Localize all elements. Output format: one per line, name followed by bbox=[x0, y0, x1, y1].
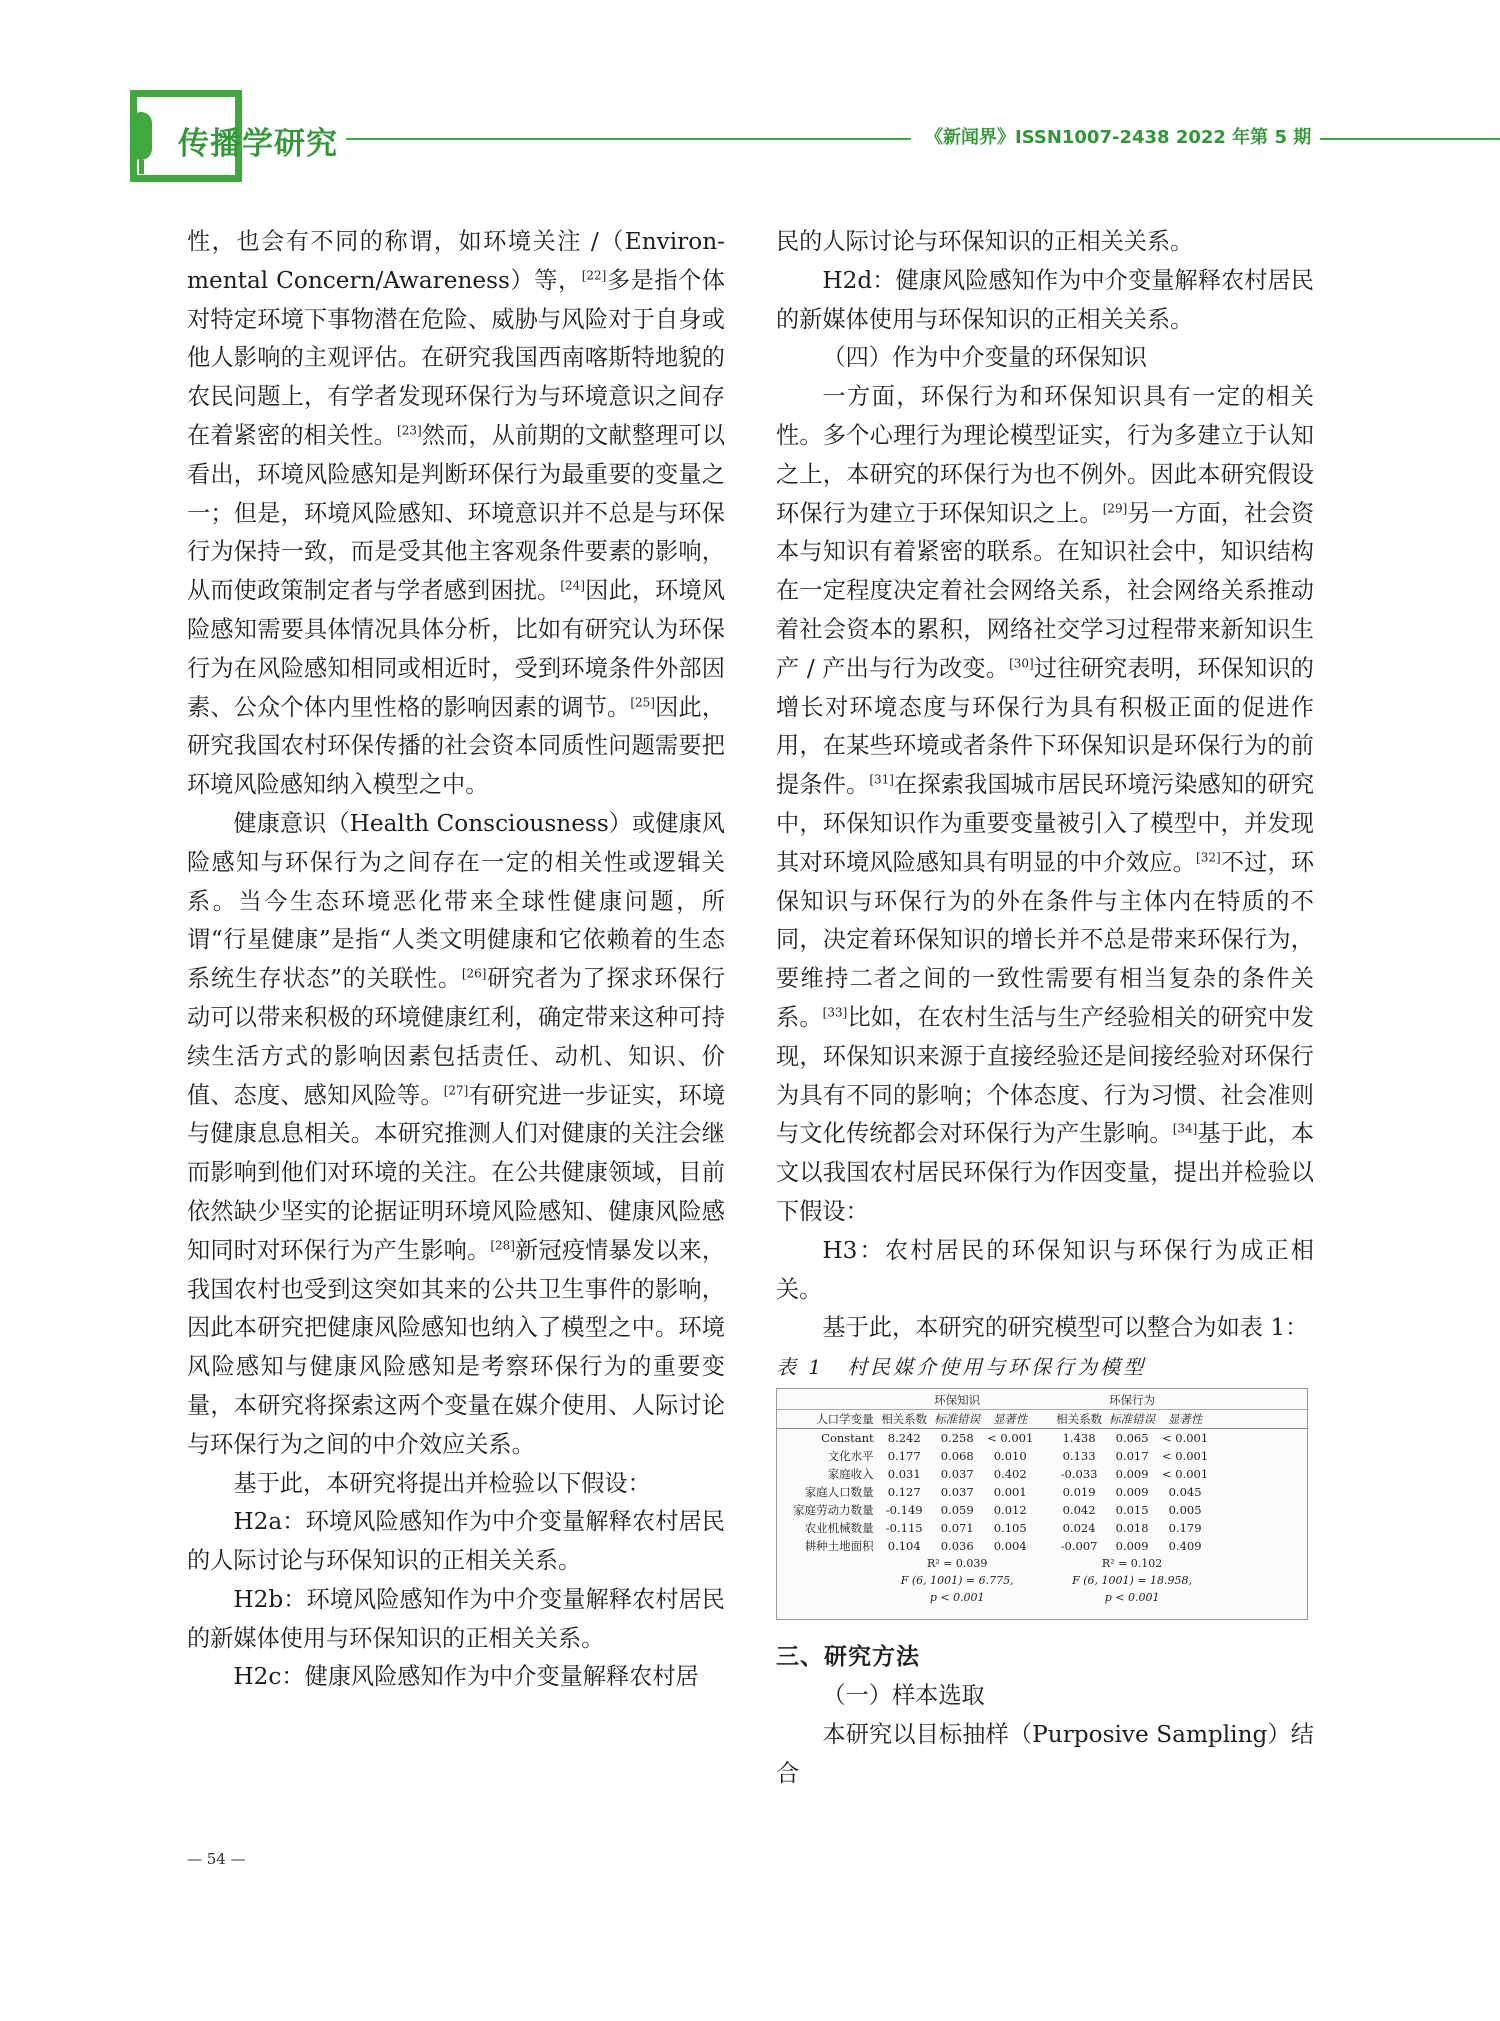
spacer bbox=[1037, 1519, 1053, 1537]
cell-coef: -0.033 bbox=[1060, 1467, 1098, 1482]
model-table bbox=[777, 1391, 1307, 1606]
cell-sig: 0.409 bbox=[1168, 1539, 1202, 1554]
header-rule bbox=[346, 138, 911, 140]
citation: [28] bbox=[490, 1237, 515, 1252]
cell-coef: 0.104 bbox=[887, 1539, 921, 1554]
citation: [30] bbox=[1009, 656, 1034, 671]
table-caption: 表 1 村民媒介使用与环保行为模型 bbox=[776, 1355, 1147, 1380]
paragraph bbox=[187, 223, 725, 805]
column-header: 相关系数 bbox=[878, 1410, 931, 1429]
cell-se: 0.068 bbox=[940, 1449, 974, 1464]
column-header: 显著性 bbox=[1159, 1410, 1212, 1429]
text-run: 然而，从前期的文献整理可以看出，环境风险感知是判断环保行为最重要的变量之一；但是，环境风险感知、环境意识并不总是与环保行为保持一致，而是受其他主客观条件要素的影响，从而使政策制定者与学者感到困扰。 bbox=[187, 421, 726, 605]
table-row bbox=[777, 1429, 1307, 1448]
column-header: 标准错误 bbox=[931, 1410, 984, 1429]
group-header: 环保知识 bbox=[878, 1391, 1037, 1410]
text-run: 因此，环境风险感知需要具体情况具体分析，比如有研究认为环保行为在风险感知相同或相近时，受到环境条件外部因素、公众个体内里性格的影响因素的调节。 bbox=[187, 577, 726, 721]
hypothesis-h2b: H2b：环境风险感知作为中介变量解释农村居民的新媒体使用与环保知识的正相关关系。 bbox=[187, 1585, 725, 1652]
cell-se: 0.071 bbox=[940, 1521, 974, 1536]
paragraph: 基于此，本研究的研究模型可以整合为如表 1： bbox=[822, 1314, 1309, 1342]
table-row bbox=[777, 1465, 1307, 1483]
cell-sig: 0.402 bbox=[993, 1467, 1027, 1482]
paragraph: 民的人际讨论与环保知识的正相关关系。 bbox=[776, 228, 1194, 255]
table-row bbox=[777, 1519, 1307, 1537]
text-run: 多是指个体对特定环境下事物潜在危险、威胁与风险对于自身或他人影响的主观评估。在研究我国西南喀斯特地貌的农民问题上，有学者发现环保行为与环境意识之间存在着紧密的相关性。 bbox=[187, 266, 725, 449]
header-rule bbox=[1320, 138, 1500, 140]
cell-coef: 0.133 bbox=[1062, 1449, 1096, 1464]
text-run: 健康意识（Health Consciousness）或健康风险感知与环保行为之间存在一定的相关性或逻辑关系。当今生态环境恶化带来全球性健康问题，所谓“行星健康”是指“人类文明健康和它依赖着的生态系统生存状态”的关联性。 bbox=[187, 809, 725, 993]
cell-coef: 1.438 bbox=[1062, 1431, 1096, 1446]
cell-sig: 0.001 bbox=[993, 1485, 1027, 1500]
table-fit-row bbox=[777, 1555, 1307, 1572]
citation: [22] bbox=[581, 268, 607, 283]
citation: [25] bbox=[630, 694, 655, 709]
cell-coef: 0.177 bbox=[887, 1449, 921, 1464]
text-run: 基于此，本文以我国农村居民环保行为作因变量，提出并检验以下假设： bbox=[776, 1120, 1315, 1225]
column-header: 显著性 bbox=[984, 1410, 1037, 1429]
paragraph bbox=[776, 378, 1314, 1232]
table-row bbox=[777, 1501, 1307, 1519]
spacer bbox=[1212, 1447, 1307, 1465]
cell-sig: 0.010 bbox=[993, 1449, 1027, 1464]
section-title: 传播学研究 bbox=[178, 126, 338, 162]
text-run: 在探索我国城市居民环境污染感知的研究中，环保知识作为重要变量被引入了模型中，并发现其对环境风险感知具有明显的中介效应。 bbox=[776, 771, 1315, 876]
citation: [32] bbox=[1196, 850, 1221, 865]
fit-stat: p < 0.001 bbox=[1104, 1591, 1160, 1605]
fit-stat: p < 0.001 bbox=[929, 1591, 985, 1605]
cell-se: 0.065 bbox=[1115, 1431, 1149, 1446]
spacer bbox=[1037, 1465, 1053, 1483]
fit-stat: F (6, 1001) = 18.958, bbox=[1072, 1574, 1193, 1588]
row-label: 家庭收入 bbox=[827, 1467, 874, 1482]
column-header: 相关系数 bbox=[1053, 1410, 1106, 1429]
citation: [23] bbox=[397, 423, 422, 438]
text-run: 一方面，环保行为和环保知识具有一定的相关性。多个心理行为理论模型证实，行为多建立于认知之上，本研究的环保行为也不例外。因此本研究假设环保行为建立于环保知识之上。 bbox=[776, 383, 1314, 527]
citation: [26] bbox=[461, 966, 487, 981]
table-header-row bbox=[777, 1410, 1307, 1429]
row-label: Constant bbox=[821, 1431, 874, 1446]
citation: [34] bbox=[1172, 1121, 1198, 1136]
spacer bbox=[1037, 1429, 1053, 1448]
text-run: 因此，研究我国农村环保传播的社会资本同质性问题需要把环境风险感知纳入模型之中。 bbox=[187, 693, 726, 799]
row-label: 家庭人口数量 bbox=[804, 1485, 874, 1500]
group-header: 环保行为 bbox=[1053, 1391, 1212, 1410]
hypothesis-h2c: H2c：健康风险感知作为中介变量解释农村居 bbox=[233, 1663, 699, 1691]
cell-se: 0.018 bbox=[1115, 1521, 1149, 1536]
spacer bbox=[1037, 1537, 1053, 1555]
cell-coef: -0.115 bbox=[885, 1521, 923, 1536]
row-label: 农业机械数量 bbox=[804, 1521, 874, 1536]
cell-se: 0.017 bbox=[1115, 1449, 1149, 1464]
journal-info: 《新闻界》ISSN1007-2438 2022 年第 5 期 bbox=[925, 127, 1312, 148]
cell-se: 0.036 bbox=[940, 1539, 974, 1554]
cell-coef: 0.024 bbox=[1062, 1521, 1096, 1536]
text-run: 研究者为了探求环保行动可以带来积极的环境健康红利，确定带来这种可持续生活方式的影响因素包括责任、动机、知识、价值、态度、感知风险等。 bbox=[187, 965, 725, 1109]
cell-se: 0.015 bbox=[1115, 1503, 1149, 1518]
text-run: 不过，环保知识与环保行为的外在条件与主体内在特质的不同，决定着环保知识的增长并不总是带来环保行为，要维持二者之间的一致性需要有相当复杂的条件关系。 bbox=[776, 848, 1315, 1031]
spacer bbox=[1212, 1501, 1307, 1519]
page-number: — 54 — bbox=[187, 1850, 246, 1868]
fit-stat: R² = 0.102 bbox=[1101, 1557, 1163, 1571]
table-group-row bbox=[777, 1391, 1307, 1410]
fit-stat: R² = 0.039 bbox=[926, 1557, 988, 1571]
table-row bbox=[777, 1537, 1307, 1555]
hypothesis-h2a: H2a：环境风险感知作为中介变量解释农村居民的人际讨论与环保知识的正相关关系。 bbox=[187, 1508, 725, 1575]
cell-se: 0.009 bbox=[1115, 1467, 1149, 1482]
citation: [24] bbox=[560, 578, 585, 593]
cell-sig: < 0.001 bbox=[1161, 1449, 1209, 1464]
column-header: 人口学变量 bbox=[777, 1410, 878, 1429]
citation: [29] bbox=[1102, 500, 1128, 515]
table-fit-row bbox=[777, 1589, 1307, 1606]
cell-se: 0.009 bbox=[1115, 1539, 1149, 1554]
cell-sig: 0.179 bbox=[1168, 1521, 1202, 1536]
spacer bbox=[1037, 1447, 1053, 1465]
subsection-heading: （一）样本选取 bbox=[822, 1681, 985, 1709]
citation: [31] bbox=[869, 772, 894, 787]
cell-coef: 0.019 bbox=[1062, 1485, 1096, 1500]
text-run: 比如，在农村生活与生产经验相关的研究中发现，环保知识来源于直接经验还是间接经验对环保行为具有不同的影响；个体态度、行为习惯、社会准则与文化传统都会对环保行为产生影响。 bbox=[776, 1003, 1315, 1148]
cell-sig: 0.012 bbox=[993, 1503, 1027, 1518]
microphone-icon bbox=[130, 112, 152, 160]
spacer bbox=[1037, 1483, 1053, 1501]
cell-coef: 0.127 bbox=[887, 1485, 921, 1500]
table-row bbox=[777, 1447, 1307, 1465]
cell-coef: -0.007 bbox=[1060, 1539, 1098, 1554]
paragraph: 本研究以目标抽样（Purposive Sampling）结合 bbox=[776, 1720, 1314, 1787]
left-column bbox=[187, 223, 725, 1697]
cell-sig: < 0.001 bbox=[1161, 1431, 1209, 1446]
text-run: 新冠疫情暴发以来，我国农村也受到这突如其来的公共卫生事件的影响，因此本研究把健康风险感知也纳入了模型之中。环境风险感知与健康风险感知是考察环保行为的重要变量，本研究将探索这两个变量在媒介使用、人际讨论与环保行为之间的中介效应关系。 bbox=[187, 1236, 726, 1458]
citation: [33] bbox=[822, 1005, 848, 1020]
row-label: 文化水平 bbox=[827, 1449, 874, 1464]
right-column bbox=[776, 223, 1314, 1793]
cell-sig: 0.005 bbox=[1168, 1503, 1202, 1518]
cell-sig: < 0.001 bbox=[1161, 1467, 1209, 1482]
cell-sig: 0.004 bbox=[993, 1539, 1027, 1554]
row-label: 耕种土地面积 bbox=[804, 1539, 874, 1554]
cell-coef: 0.031 bbox=[887, 1467, 921, 1482]
spacer bbox=[1212, 1519, 1307, 1537]
text-run: 性，也会有不同的称谓，如环境关注 /（Environ-mental Concern/Awareness）等， bbox=[187, 228, 725, 294]
table-row bbox=[777, 1483, 1307, 1501]
cell-se: 0.258 bbox=[940, 1431, 974, 1446]
spacer bbox=[1037, 1501, 1053, 1519]
text-run: 另一方面，社会资本与知识有着紧密的联系。在知识社会中，知识结构在一定程度决定着社会网络关系，社会网络关系推动着社会资本的累积，网络社交学习过程带来新知识生产 / 产出与行为改变。 bbox=[776, 499, 1315, 682]
table-fit-row bbox=[777, 1572, 1307, 1589]
citation: [27] bbox=[443, 1082, 469, 1097]
cell-sig: 0.105 bbox=[993, 1521, 1027, 1536]
row-label: 家庭劳动力数量 bbox=[793, 1503, 874, 1518]
paragraph: 基于此，本研究将提出并检验以下假设： bbox=[233, 1469, 651, 1497]
text-run: 过往研究表明，环保知识的增长对环境态度与环保行为具有积极正面的促进作用，在某些环境或者条件下环保知识是环保行为的前提条件。 bbox=[776, 654, 1314, 799]
cell-se: 0.037 bbox=[940, 1467, 974, 1482]
cell-sig: 0.045 bbox=[1168, 1485, 1202, 1500]
text-run: 有研究进一步证实，环境与健康息息相关。本研究推测人们对健康的关注会继而影响到他们对环境的关注。在公共健康领域，目前依然缺少坚实的论据证明环境风险感知、健康风险感知同时对环保行为产生影响。 bbox=[187, 1081, 726, 1264]
section-heading: 三、研究方法 bbox=[776, 1644, 920, 1671]
cell-coef: 0.042 bbox=[1062, 1503, 1096, 1518]
column-header: 标准错误 bbox=[1106, 1410, 1159, 1429]
cell-se: 0.059 bbox=[940, 1503, 974, 1518]
cell-se: 0.037 bbox=[940, 1485, 974, 1500]
spacer bbox=[1212, 1537, 1307, 1555]
cell-coef: -0.149 bbox=[885, 1503, 923, 1518]
microphone-stand-icon bbox=[139, 160, 144, 174]
table-image bbox=[776, 1388, 1308, 1620]
subsection-heading: （四）作为中介变量的环保知识 bbox=[822, 344, 1148, 372]
cell-se: 0.009 bbox=[1115, 1485, 1149, 1500]
paragraph bbox=[187, 805, 725, 1465]
cell-sig: < 0.001 bbox=[987, 1431, 1034, 1446]
fit-stat: F (6, 1001) = 6.775, bbox=[900, 1574, 1014, 1588]
spacer bbox=[1212, 1465, 1307, 1483]
hypothesis-h3: H3：农村居民的环保知识与环保行为成正相关。 bbox=[776, 1236, 1314, 1303]
spacer bbox=[1212, 1483, 1307, 1501]
cell-coef: 8.242 bbox=[887, 1431, 921, 1446]
spacer bbox=[1212, 1429, 1307, 1448]
hypothesis-h2d: H2d：健康风险感知作为中介变量解释农村居民的新媒体使用与环保知识的正相关关系。 bbox=[776, 266, 1314, 333]
